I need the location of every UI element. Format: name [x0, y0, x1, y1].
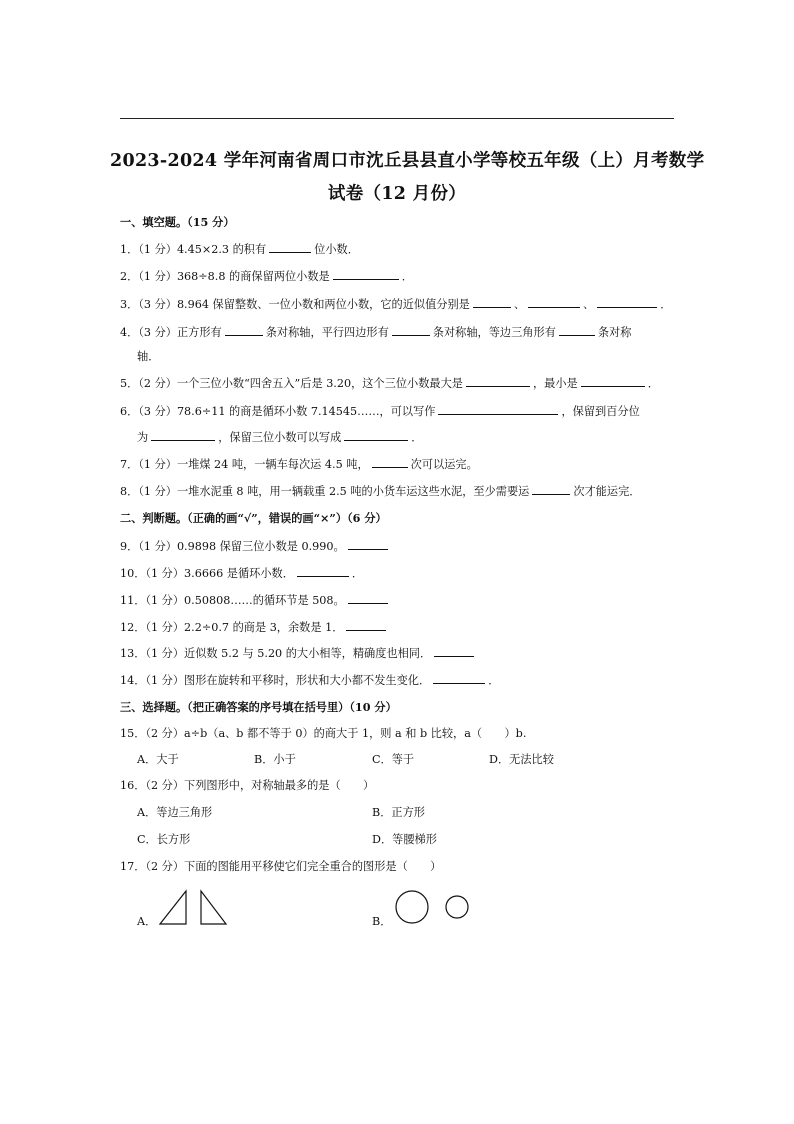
answer-blank[interactable]	[434, 645, 474, 657]
exam-title-line1: 2023-2024 学年河南省周口市沈丘县县直小学等校五年级（上）月考数学	[110, 151, 705, 171]
q16-option-b[interactable]: B．正方形	[372, 806, 425, 819]
question-3: 3．（3 分）8.964 保留整数、一位小数和两位小数，它的近似值分别是 、 、 ．	[120, 298, 672, 311]
q17-circles-figure	[394, 888, 474, 928]
q16-option-d[interactable]: D．等腰梯形	[372, 833, 437, 846]
answer-blank[interactable]	[597, 296, 657, 308]
question-5: 5．（2 分）一个三位小数“四舍五入”后是 3.20，这个三位小数最大是 ，最小是 ．	[120, 377, 659, 390]
q16-option-c[interactable]: C．长方形	[137, 833, 191, 846]
question-4-cont: 轴．	[137, 350, 160, 363]
answer-blank[interactable]	[466, 375, 530, 387]
q17-option-b[interactable]: B．	[372, 915, 392, 928]
q16-option-a[interactable]: A．等边三角形	[137, 806, 213, 819]
question-12: 12．（1 分）2.2÷0.7 的商是 3，余数是 1．	[120, 619, 389, 636]
answer-blank[interactable]	[297, 565, 349, 577]
section1-heading: 一、填空题。（15 分）	[120, 215, 235, 229]
answer-blank[interactable]	[372, 456, 408, 468]
answer-blank[interactable]	[269, 241, 311, 253]
question-15: 15．（2 分）a÷b（a、b 都不等于 0）的商大于 1，则 a 和 b 比较，a（ ）b.	[120, 727, 527, 740]
answer-blank[interactable]	[528, 296, 580, 308]
answer-blank[interactable]	[473, 296, 511, 308]
answer-blank[interactable]	[559, 324, 595, 336]
q15-option-b[interactable]: B．小于	[254, 753, 296, 766]
section2-heading: 二、判断题。（正确的画“√”，错误的画“×”）（6 分）	[120, 511, 387, 525]
answer-blank[interactable]	[433, 672, 485, 684]
answer-blank[interactable]	[344, 429, 408, 441]
q17-option-a[interactable]: A．	[137, 915, 157, 928]
answer-blank[interactable]	[532, 483, 570, 495]
q15-option-d[interactable]: D．无法比较	[489, 753, 554, 766]
question-1: 1．（1 分）4.45×2.3 的积有 位小数．	[120, 243, 359, 256]
q17-triangles-figure	[158, 888, 230, 928]
exam-title-line2: 试卷（12 月份）	[327, 184, 467, 204]
answer-blank[interactable]	[348, 538, 388, 550]
question-8: 8．（1 分）一堆水泥重 8 吨，用一辆载重 2.5 吨的小货车运这些水泥，至少需要运 次才能运完．	[120, 485, 641, 498]
large-circle-shape	[396, 891, 428, 923]
answer-blank[interactable]	[392, 324, 430, 336]
question-16: 16．（2 分）下列图形中，对称轴最多的是（ ）	[120, 779, 375, 792]
answer-blank[interactable]	[151, 429, 215, 441]
question-6-cont: 为 ，保留三位小数可以写成 ．	[137, 431, 423, 444]
answer-blank[interactable]	[581, 375, 645, 387]
answer-blank[interactable]	[348, 592, 388, 604]
question-14: 14．（1 分）图形在旋转和平移时，形状和大小都不发生变化． ．	[120, 674, 500, 687]
answer-blank[interactable]	[225, 324, 263, 336]
header-rule	[120, 118, 674, 119]
question-4: 4．（3 分）正方形有 条对称轴，平行四边形有 条对称轴，等边三角形有 条对称	[120, 326, 632, 339]
right-triangle-shape-1	[160, 891, 186, 924]
small-circle-shape	[446, 896, 468, 918]
question-6: 6．（3 分）78.6÷11 的商是循环小数 7.14545……，可以写作 ，保留到百分位	[120, 405, 640, 418]
q15-option-c[interactable]: C．等于	[372, 753, 415, 766]
right-triangle-shape-2	[201, 891, 226, 924]
answer-blank[interactable]	[333, 268, 399, 280]
q15-option-a[interactable]: A．大于	[137, 753, 179, 766]
question-2: 2．（1 分）368÷8.8 的商保留两位小数是 ．	[120, 270, 413, 283]
question-7: 7．（1 分）一堆煤 24 吨，一辆车每次运 4.5 吨， 次可以运完。	[120, 458, 478, 471]
question-11: 11．（1 分）0.50808……的循环节是 508。	[120, 592, 391, 609]
answer-blank[interactable]	[438, 403, 558, 415]
question-10: 10．（1 分）3.6666 是循环小数． ．	[120, 567, 364, 580]
question-17: 17．（2 分）下面的图能用平移使它们完全重合的图形是（ ）	[120, 860, 442, 873]
section3-heading: 三、选择题。（把正确答案的序号填在括号里）（10 分）	[120, 700, 397, 714]
question-13: 13．（1 分）近似数 5.2 与 5.20 的大小相等，精确度也相同．	[120, 645, 477, 662]
answer-blank[interactable]	[346, 619, 386, 631]
question-9: 9．（1 分）0.9898 保留三位小数是 0.990。	[120, 538, 391, 555]
